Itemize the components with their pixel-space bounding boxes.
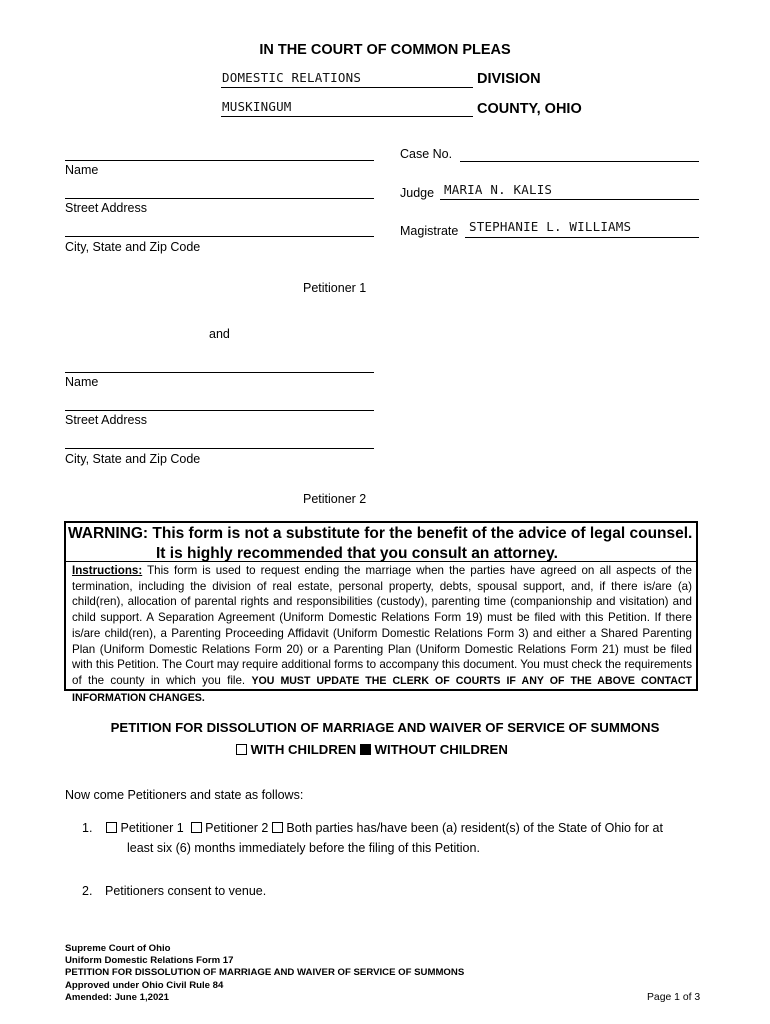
judge-underline xyxy=(440,199,699,200)
warning-box xyxy=(64,521,698,704)
judge-field[interactable]: MARIA N. KALIS xyxy=(444,182,553,197)
judge-label: Judge xyxy=(400,186,435,200)
item1-continuation: least six (6) months immediately before the filing of this Petition. xyxy=(127,841,480,855)
county-field[interactable]: MUSKINGUM xyxy=(222,99,292,114)
petitioner1-resident-checkbox[interactable] xyxy=(106,822,117,833)
petitioner1-name-label: Name xyxy=(65,163,99,177)
petitioner2-street-field[interactable] xyxy=(65,410,374,411)
petitioner2-name-label: Name xyxy=(65,375,99,389)
item1-option-3: Both parties has/have been (a) resident(s) of the State of Ohio for at xyxy=(286,821,663,835)
petitioner1-street-label: Street Address xyxy=(65,201,147,215)
division-label: DIVISION xyxy=(477,71,541,87)
footer-line-2: Uniform Domestic Relations Form 17 xyxy=(65,955,234,967)
warning-line-1: WARNING: This form is not a substitute for the benefit of the advice of legal counsel. xyxy=(68,525,693,542)
county-underline xyxy=(221,116,473,117)
division-underline xyxy=(221,87,473,88)
magistrate-field[interactable]: STEPHANIE L. WILLIAMS xyxy=(469,219,632,234)
intro-text: Now come Petitioners and state as follows: xyxy=(65,788,304,802)
magistrate-underline xyxy=(465,237,699,238)
petitioner2-city-label: City, State and Zip Code xyxy=(65,452,201,466)
footer-line-4: Approved under Ohio Civil Rule 84 xyxy=(65,979,224,991)
petitioner2-street-label: Street Address xyxy=(65,413,147,427)
warning-divider xyxy=(66,561,696,562)
petitioner2-name-field[interactable] xyxy=(65,372,374,373)
both-resident-checkbox[interactable] xyxy=(272,822,283,833)
item1-option-2: Petitioner 2 xyxy=(205,821,269,835)
magistrate-label: Magistrate xyxy=(400,224,459,238)
case-no-underline xyxy=(460,161,699,162)
petitioner1-name-field[interactable] xyxy=(65,160,374,161)
petitioner1-street-field[interactable] xyxy=(65,198,374,199)
footer-line-5: Amended: June 1,2021 xyxy=(65,991,169,1003)
petitioner1-city-field[interactable] xyxy=(65,236,374,237)
petitioner2-role-label: Petitioner 2 xyxy=(303,492,367,506)
petitioner2-city-field[interactable] xyxy=(65,448,374,449)
instructions-clerk-notice: YOU MUST UPDATE THE CLERK OF COURTS IF ANY OF THE ABOVE CONTACT INFORMATION CHANGES. xyxy=(72,674,692,704)
petitioner1-role-label: Petitioner 1 xyxy=(303,281,367,295)
and-label: and xyxy=(209,327,230,341)
item1-option-1: Petitioner 1 xyxy=(120,821,184,835)
instructions-label: Instructions: xyxy=(72,564,143,577)
petition-title: PETITION FOR DISSOLUTION OF MARRIAGE AND WAIVER OF SERVICE OF SUMMONS xyxy=(110,720,660,735)
instructions-text xyxy=(72,563,692,706)
footer-block xyxy=(65,943,464,1004)
case-no-label: Case No. xyxy=(400,147,453,161)
item2-number: 2. xyxy=(82,884,93,898)
without-children-checkbox[interactable] xyxy=(360,744,371,755)
item2-text: Petitioners consent to venue. xyxy=(105,884,267,898)
footer-line-3: PETITION FOR DISSOLUTION OF MARRIAGE AND WAIVER OF SERVICE OF SUMMONS xyxy=(65,967,465,979)
footer-line-1: Supreme Court of Ohio xyxy=(65,943,171,954)
petitioner1-city-label: City, State and Zip Code xyxy=(65,240,201,254)
division-field[interactable]: DOMESTIC RELATIONS xyxy=(222,70,362,85)
county-label: COUNTY, OHIO xyxy=(477,101,582,117)
page-number: Page 1 of 3 xyxy=(647,992,701,1003)
without-children-label: WITHOUT CHILDREN xyxy=(374,742,508,757)
children-options xyxy=(236,742,508,757)
petitioner2-resident-checkbox[interactable] xyxy=(191,822,202,833)
item1-number: 1. xyxy=(82,821,93,835)
court-title: IN THE COURT OF COMMON PLEAS xyxy=(259,42,511,58)
instructions-body: This form is used to request ending the marriage when the parties have agreed on all aspects of the termination, including the division of real estate, personal property, debts, spousal support, and, if there is/are (a) child(ren), allocation of parental rights and responsibilities (custody), parenting time (companionship and visitation) and child support. A Separation Agreement (Uniform Domestic Relations Form 19) must be filed with this Petition. If there is/are child(ren), a Parenting Proceeding Affidavit (Uniform Domestic Relations Form 3) and either a Shared Parenting Plan (Uniform Domestic Relations Form 20) or a Parenting Plan (Uniform Domestic Relations Form 21) must be filed with this Petition. The Court may require additional forms to accompany this document. You must check the requirements of the county in which you file. xyxy=(72,564,692,687)
with-children-checkbox[interactable] xyxy=(236,744,247,755)
warning-line-2: It is highly recommended that you consult an attorney. xyxy=(156,545,558,562)
with-children-label: WITH CHILDREN xyxy=(250,742,357,757)
item1-options xyxy=(106,821,663,835)
